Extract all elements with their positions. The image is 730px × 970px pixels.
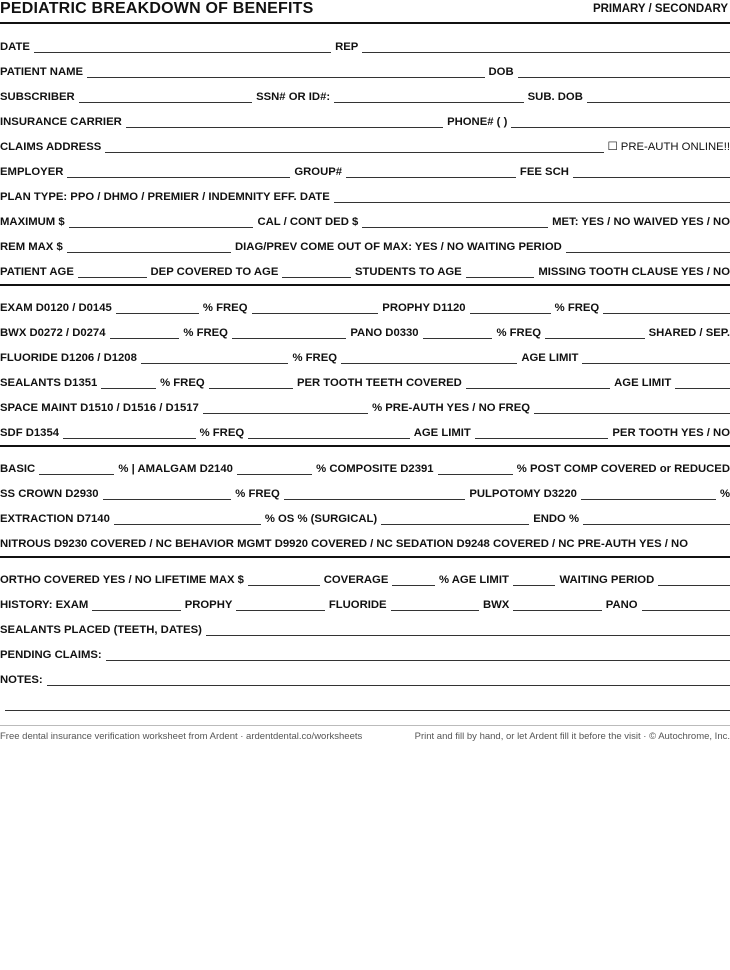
field-label: % OS % (SURGICAL) — [264, 513, 378, 525]
field-label: % | AMALGAM D2140 — [118, 463, 233, 475]
field-label: CLAIMS ADDRESS — [0, 141, 102, 153]
fill-in-line[interactable] — [252, 313, 379, 314]
form-row — [0, 182, 730, 204]
form-row — [0, 590, 730, 612]
field-label: BWX — [482, 599, 510, 611]
fill-in-line[interactable] — [103, 499, 232, 500]
fill-in-line[interactable] — [438, 474, 513, 475]
fill-in-line[interactable] — [582, 363, 730, 364]
form-row — [0, 107, 730, 129]
field-label: % AGE LIMIT — [438, 574, 509, 586]
fill-in-line[interactable] — [79, 102, 252, 103]
fill-in-line[interactable] — [39, 474, 114, 475]
fill-in-line[interactable] — [87, 77, 484, 78]
field-label: % PRE-AUTH YES / NO FREQ — [372, 402, 531, 414]
form-row — [0, 529, 730, 551]
fill-in-line[interactable] — [583, 524, 730, 525]
fill-in-line[interactable] — [581, 499, 716, 500]
form-row — [0, 665, 730, 687]
section-divider — [0, 284, 730, 286]
field-label: % FREQ — [183, 327, 228, 339]
field-label: PLAN TYPE: PPO / DHMO / PREMIER / INDEMNITY EFF. DATE — [0, 191, 330, 203]
field-label: STUDENTS TO AGE — [355, 266, 462, 278]
field-label: PULPOTOMY D3220 — [469, 488, 577, 500]
fill-in-line[interactable] — [237, 474, 312, 475]
fill-in-line[interactable] — [658, 585, 730, 586]
fill-in-line[interactable] — [603, 313, 730, 314]
form-row — [0, 368, 730, 390]
fill-in-line[interactable] — [206, 635, 730, 636]
field-label: ORTHO COVERED YES / NO LIFETIME MAX $ — [0, 574, 244, 586]
field-label: SS CROWN D2930 — [0, 488, 99, 500]
field-label: AGE LIMIT — [413, 427, 471, 439]
section-divider — [0, 556, 730, 558]
field-label: % FREQ — [554, 302, 600, 314]
field-label: WAITING PERIOD — [559, 574, 655, 586]
fill-in-line[interactable] — [284, 499, 465, 500]
fill-in-line[interactable] — [34, 52, 331, 53]
field-label: GROUP# — [294, 166, 343, 178]
fill-in-line[interactable] — [126, 127, 443, 128]
field-label: BASIC — [0, 463, 36, 475]
field-label: PROPHY D1120 — [382, 302, 466, 314]
form-row — [0, 318, 730, 340]
form-row — [0, 504, 730, 526]
fill-in-line[interactable] — [392, 585, 435, 586]
fill-in-line[interactable] — [475, 438, 609, 439]
field-label: ENDO % — [533, 513, 580, 525]
field-label: BWX D0272 / D0274 — [0, 327, 106, 339]
field-label: PROPHY — [184, 599, 233, 611]
field-label: NITROUS D9230 COVERED / NC BEHAVIOR MGMT D9920 COVERED / NC SEDATION D9248 COVERED / NC PRE-AUTH YES / NO — [0, 538, 688, 550]
field-label: MET: YES / NO WAIVED YES / NO — [552, 216, 730, 228]
fill-in-line[interactable] — [47, 685, 730, 686]
field-label: PER TOOTH TEETH COVERED — [296, 377, 462, 389]
footer-credit: Free dental insurance verification worksheet from Ardent · ardentdental.co/worksheets — [0, 731, 363, 742]
field-label: AGE LIMIT — [614, 377, 672, 389]
fill-in-line[interactable] — [470, 313, 551, 314]
fill-in-line[interactable] — [101, 388, 156, 389]
form-row — [0, 57, 730, 79]
fill-in-line[interactable] — [110, 338, 180, 339]
fill-in-line[interactable] — [545, 338, 645, 339]
form-row — [0, 454, 730, 476]
field-label[interactable]: ☐ PRE-AUTH ONLINE!! — [607, 141, 730, 153]
fill-in-line[interactable] — [63, 438, 196, 439]
fill-in-line[interactable] — [78, 277, 147, 278]
fill-in-line[interactable] — [141, 363, 289, 364]
fill-in-line[interactable] — [466, 277, 535, 278]
fill-in-line[interactable] — [587, 102, 730, 103]
field-label: DEP COVERED TO AGE — [150, 266, 279, 278]
footer-divider — [0, 725, 730, 726]
fill-in-line[interactable] — [67, 252, 231, 253]
fill-in-line[interactable] — [346, 177, 516, 178]
fill-in-line[interactable] — [466, 388, 610, 389]
field-label: MISSING TOOTH CLAUSE YES / NO — [538, 266, 730, 278]
fill-in-line[interactable] — [341, 363, 517, 364]
field-label: DIAG/PREV COME OUT OF MAX: YES / NO WAITING PERIOD — [234, 241, 562, 253]
form-row — [0, 393, 730, 415]
fill-in-line[interactable] — [236, 610, 324, 611]
fill-in-line[interactable] — [642, 610, 730, 611]
field-label: FLUORIDE — [328, 599, 387, 611]
form-row — [0, 257, 730, 279]
field-label: % POST COMP COVERED or REDUCED — [516, 463, 730, 475]
fill-in-line[interactable] — [362, 52, 730, 53]
field-label: AGE LIMIT — [521, 352, 579, 364]
field-label: % FREQ — [292, 352, 338, 364]
field-label: % FREQ — [496, 327, 542, 339]
fill-in-line[interactable] — [573, 177, 730, 178]
form-row — [0, 32, 730, 54]
field-label: EXAM D0120 / D0145 — [0, 302, 112, 314]
field-label: PATIENT AGE — [0, 266, 74, 278]
field-label: COVERAGE — [323, 574, 389, 586]
form-row — [0, 293, 730, 315]
form-row — [0, 232, 730, 254]
fill-in-line[interactable] — [92, 610, 180, 611]
fill-in-line[interactable] — [334, 102, 523, 103]
footer-copyright: Print and fill by hand, or let Ardent fill it before the visit · © Autochrome, Inc. — [414, 731, 730, 742]
field-label: FLUORIDE D1206 / D1208 — [0, 352, 137, 364]
field-label: DATE — [0, 41, 30, 53]
fill-in-line[interactable] — [423, 338, 493, 339]
field-label: SUB. DOB — [527, 91, 583, 103]
fill-in-line[interactable] — [675, 388, 730, 389]
fill-in-line[interactable] — [105, 152, 603, 153]
fill-in-line[interactable] — [513, 610, 601, 611]
field-label: PENDING CLAIMS: — [0, 649, 102, 661]
field-label: % FREQ — [199, 427, 245, 439]
fill-in-line[interactable] — [232, 338, 346, 339]
fill-in-line[interactable] — [381, 524, 529, 525]
field-label: SHARED / SEP. — [648, 327, 730, 339]
fill-in-line[interactable] — [518, 77, 730, 78]
field-label: SPACE MAINT D1510 / D1516 / D1517 — [0, 402, 199, 414]
form-row — [0, 640, 730, 662]
fill-in-line[interactable] — [334, 202, 730, 203]
fill-in-line[interactable] — [209, 388, 293, 389]
field-label: SSN# OR ID#: — [256, 91, 331, 103]
field-label: % — [719, 488, 730, 500]
field-label: HISTORY: EXAM — [0, 599, 89, 611]
field-label: EMPLOYER — [0, 166, 64, 178]
fill-in-line[interactable] — [114, 524, 261, 525]
field-label: INSURANCE CARRIER — [0, 116, 122, 128]
field-label: SDF D1354 — [0, 427, 60, 439]
fill-in-line[interactable] — [391, 610, 479, 611]
fill-in-line[interactable] — [106, 660, 730, 661]
form-row — [0, 82, 730, 104]
field-label: NOTES: — [0, 674, 43, 686]
form-row — [0, 479, 730, 501]
form-header — [0, 0, 730, 24]
fill-in-line[interactable] — [116, 313, 199, 314]
fill-in-line[interactable] — [248, 585, 320, 586]
field-label: PHONE# ( ) — [447, 116, 508, 128]
fill-in-line[interactable] — [566, 252, 730, 253]
field-label: REM MAX $ — [0, 241, 63, 253]
fill-in-line[interactable] — [282, 277, 351, 278]
form-row — [0, 615, 730, 637]
primary-secondary-label: PRIMARY / SECONDARY — [592, 3, 728, 15]
field-label: % FREQ — [160, 377, 205, 389]
field-label: EXTRACTION D7140 — [0, 513, 110, 525]
field-label: MAXIMUM $ — [0, 216, 65, 228]
section-divider — [0, 445, 730, 447]
field-label: FEE SCH — [519, 166, 569, 178]
form-row — [0, 565, 730, 587]
field-label: SEALANTS PLACED (TEETH, DATES) — [0, 624, 202, 636]
form-row — [0, 132, 730, 154]
field-label: PANO — [605, 599, 638, 611]
fill-in-line[interactable] — [513, 585, 556, 586]
field-label: DOB — [488, 66, 514, 78]
form-row — [0, 343, 730, 365]
form-row — [0, 157, 730, 179]
field-label: SUBSCRIBER — [0, 91, 75, 103]
fill-in-line[interactable] — [248, 438, 410, 439]
field-label: CAL / CONT DED $ — [257, 216, 359, 228]
fill-in-line[interactable] — [67, 177, 290, 178]
form-row — [0, 207, 730, 229]
fill-in-line[interactable] — [203, 413, 368, 414]
field-label: SEALANTS D1351 — [0, 377, 98, 389]
fill-in-line[interactable] — [511, 127, 730, 128]
field-label: % FREQ — [202, 302, 248, 314]
fill-in-line[interactable] — [69, 227, 254, 228]
field-label: PATIENT NAME — [0, 66, 84, 78]
form-title: PEDIATRIC BREAKDOWN OF BENEFITS — [0, 0, 314, 17]
field-label: PANO D0330 — [350, 327, 419, 339]
field-label: % COMPOSITE D2391 — [316, 463, 434, 475]
notes-extra-line[interactable] — [5, 710, 730, 711]
field-label: PER TOOTH YES / NO — [612, 427, 730, 439]
field-label: % FREQ — [235, 488, 280, 500]
fill-in-line[interactable] — [362, 227, 548, 228]
fill-in-line[interactable] — [534, 413, 730, 414]
form-row — [0, 418, 730, 440]
field-label: REP — [335, 41, 359, 53]
